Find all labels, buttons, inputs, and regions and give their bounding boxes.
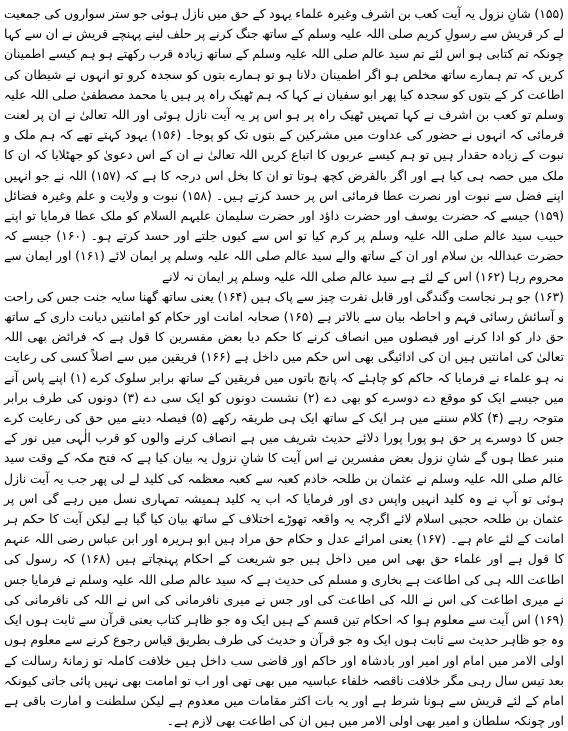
- tafsir-notes-163-169: (۱۶۳) جو ہر نجاست وگندگی اور قابل نفرت چیز سے پاک ہیں (۱۶۴) یعنی ساتھ گھنا سایہ جنت جس کی راحت و آسائش رسائی فہم و احاطہ بیان سے بالاتر ہے (۱۶۵) صحابہ امانت اور حکام کو امانتیں دیانت داری کے ساتھ حق دار کو ادا کرنے اور فیصلوں میں انصاف کرنے کا حکم دیا بعض مفسرین کا قول ہے کہ فرائض بھی اللہ تعالیٰ کی امانتیں ہیں ان کی ادائیگی بھی اس حکم میں داخل ہے (۱۶۶) فریقین میں سے اصلاً کسی کی رعایت نہ ہو علماء نے فرمایا کہ حاکم کو چاہئے کہ پانچ باتوں میں فریقین کے ساتھ برابر سلوک کرے (۱) اپنے پاس آنے میں جیسے ایک کو موقع دے دوسرے کو بھی دے (۲) نشست دونوں کو ایک سی دے (۳) دونوں کی طرف برابر متوجہ رہے (۴) کلام سننے میں ہر ایک کے ساتھ ایک ہی طریقہ رکھے (۵) فیصلہ دینے میں حق کی رعایت کرے جس کا دوسرے پر حق ہو پورا پورا دلائے حدیث شریف میں ہے انصاف کرنے والوں کو قرب الٰہی میں نور کے منبر عطا ہوں گے شانِ نزول بعض مفسرین نے اس آیت کا شانِ نزول یہ بیان کیا ہے کہ فتح مکہ کے وقت سید عالم صلی اللہ علیہ وسلم نے عثمان بن طلحہ خادم کعبہ سے کعبہ معظمہ کی کلید لے لی پھر جب یہ آیت نازل ہوئی تو آپ نے وہ کلید انہیں واپس دی اور فرمایا کہ اب یہ کلید ہمیشہ تمہاری نسل میں رہے گی اس پر عثمان بن طلحہ حجبی اسلام لائے اگرچہ یہ واقعہ تھوڑے اختلاف کے ساتھ بیان کیا گیا ہے لیکن آیت کا حکم ہر امانت کے لئے عام ہے۔ (۱۶۷) یعنی امرائے عدل و حکام حق مراد ہیں ابو ہریرہ اور ابن عباس رضی اللہ عنہم کا قول ہے اور علماء حق بھی اس میں داخل ہیں جو شریعت کے احکام پہنچاتے ہیں (۱۶۸) کہ رسول کی اطاعت اللہ ہی کی اطاعت ہے بخاری و مسلم کی حدیث ہے کہ سید عالم صلی اللہ علیہ وسلم نے فرمایا جس نے میری اطاعت کی اس نے اللہ کی اطاعت کی اور جس نے میری نافرمانی کی اس نے اللہ کی نافرمانی کی (۱۶۹) اس آیت سے معلوم ہوا کہ احکام تین قسم کے ہیں ایک وہ جو ظاہر کتاب یعنی قرآن سے ثابت ہوں ایک وہ جو ظاہر حدیث سے ثابت ہوں ایک وہ جو قرآن و حدیث کی طرف بطریق قیاس رجوع کرنے سے معلوم ہوں اولی الامر میں امام اور امیر اور بادشاہ اور حاکم اور قاضی سب داخل ہیں خلافت کاملہ تو زمانۂ رسالت کے بعد تیس سال رہی مگر خلافت ناقصہ خلفاء عباسیہ میں بھی تھی اور اب تو امامت بھی نہیں پائی جاتی کیونکہ امام کے لئے قریش سے ہونا شرط ہے اور یہ بات اکثر مقامات میں معدوم ہے لیکن سلطنت و امارت باقی ہے اور چونکہ سلطان و امیر بھی اولی الامر میں ہیں ان کی اطاعت بھی لازم ہے۔: [4, 288, 565, 729]
- document-page: [4, 4, 565, 729]
- tafsir-notes-155-162: (۱۵۵) شانِ نزول یہ آیت کعب بن اشرف وغیرہ علماء یہود کے حق میں نازل ہوئی جو ستر سواروں کی جمعیت لے کر قریش سے رسولِ کریم صلی اللہ علیہ وسلم کے ساتھ جنگ کرنے پر حلف لینے پہنچے قریش نے ان سے کہا چونکہ تم کتابی ہو اس لئے تم سید عالم صلی اللہ علیہ وسلم کے ساتھ زیادہ قرب رکھتے ہو ہم کیسے اطمینان کریں کہ تم ہمارے ساتھ مخلص ہو اگر اطمینان دلانا ہو تو ہمارے بتوں کو سجدہ کرو تو انہوں نے شیطان کی اطاعت کر کے بتوں کو سجدہ کیا پھر ابو سفیان نے کہا کہ ہم ٹھیک راہ پر ہیں یا محمد مصطفیٰ صلی اللہ علیہ وسلم تو کعب بن اشرف نے کہا تمہیں ٹھیک راہ پر ہو اس پر یہ آیت نازل ہوئی اور اللہ تعالیٰ نے ان پر لعنت فرمائی کہ انہوں نے حضور کی عداوت میں مشرکین کے بتوں تک کو پوجا۔ (۱۵۶) یہود کہتے تھے کہ ہم ملک و نبوت کے زیادہ حقدار ہیں تو ہم کیسے عربوں کا اتباع کریں اللہ تعالیٰ نے ان کے اس دعویٰ کو جھٹلایا کہ ان کا ملک میں حصہ ہی کیا ہے اور اگر بالفرض کچھ ہوتا تو ان کا بخل اس درجہ کا ہے کہ (۱۵۷) اللہ نے جو انہیں اپنے فضل سے نبوت اور نصرت عطا فرمائی اس پر حسد کرتے ہیں۔ (۱۵۸) نبوت و ولایت و علم وغیرہ فضائل (۱۵۹) جیسے کہ حضرت یوسف اور حضرت داؤد اور حضرت سلیمان علیہم السلام کو ملک عطا فرمایا تو اپنے حبیب سید عالم صلی اللہ علیہ وسلم پر کرم کیا تو اس سے کیوں جلتے اور حسد کرتے ہو۔ (۱۶۰) جیسے کہ حضرت عبداللہ بن سلام اور ان کے ساتھ والے سید عالم صلی اللہ علیہ وسلم پر ایمان لائے (۱۶۱) اور ایمان سے محروم رہا (۱۶۲) اس کے لئے ہے سید عالم صلی اللہ علیہ وسلم پر ایمان نہ لانے: [4, 6, 565, 284]
